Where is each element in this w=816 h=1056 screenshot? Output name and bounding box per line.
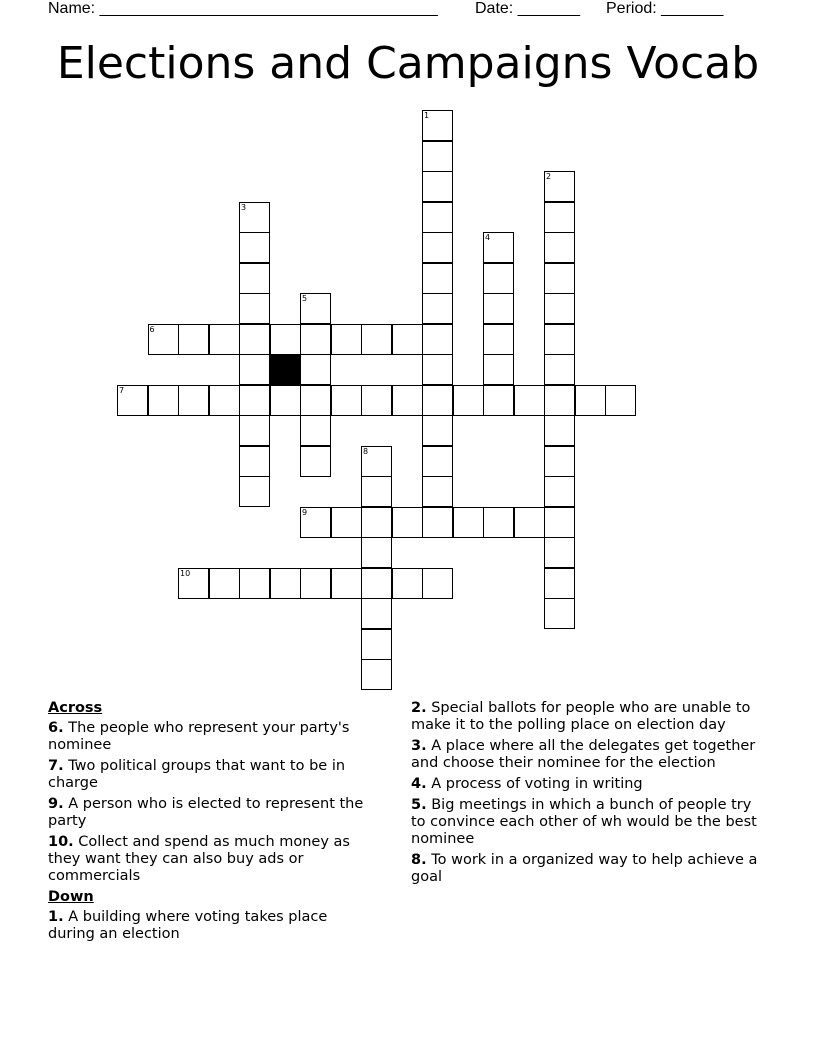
clue-number-label: 8 [363,446,369,456]
clue-number: 6. [48,720,64,736]
crossword-cell[interactable] [239,415,270,446]
crossword-cell[interactable] [544,568,575,599]
crossword-cell[interactable] [483,232,514,263]
clue-down-5 [411,797,761,848]
crossword-cell[interactable] [422,324,453,355]
crossword-cell[interactable] [483,293,514,324]
clue-number-label: 1 [424,111,430,120]
crossword-cell[interactable] [422,293,453,324]
crossword-cell[interactable] [148,385,179,416]
crossword-cell[interactable] [453,507,484,538]
crossword-cell[interactable] [483,263,514,294]
black-cell [270,354,301,385]
clue-down-4 [411,776,761,793]
clue-number: 10. [48,834,74,850]
crossword-cell[interactable] [270,324,301,355]
clue-number-label: 7 [119,385,125,395]
crossword-cell[interactable] [422,476,453,507]
name-field[interactable]: Name: ______________________________________ [48,0,438,17]
crossword-cell[interactable] [422,415,453,446]
crossword-cell[interactable] [300,507,331,538]
page-title: Elections and Campaigns Vocab [56,38,760,89]
clue-text: Special ballots for people who are unable to make it to the polling place on election day [411,700,751,733]
crossword-cell[interactable] [544,354,575,385]
crossword-cell[interactable] [392,324,423,355]
clue-number-label: 10 [180,568,191,578]
crossword-cell[interactable] [300,324,331,355]
crossword-cell[interactable] [239,476,270,507]
crossword-cell[interactable] [422,385,453,416]
across-heading: Across [48,700,103,716]
crossword-cell[interactable] [270,385,301,416]
date-field[interactable]: Date: _______ [475,0,580,17]
crossword-cell[interactable] [422,354,453,385]
crossword-cell[interactable] [422,110,453,141]
crossword-cell[interactable] [544,476,575,507]
crossword-cell[interactable] [422,202,453,233]
crossword-cell[interactable] [483,324,514,355]
crossword-cell[interactable] [514,385,545,416]
crossword-cell[interactable] [483,385,514,416]
crossword-cell[interactable] [209,385,240,416]
clue-number: 1. [48,909,64,925]
crossword-cell[interactable] [300,354,331,385]
crossword-cell[interactable] [239,385,270,416]
crossword-cell[interactable] [300,568,331,599]
crossword-cell[interactable] [239,354,270,385]
crossword-cell[interactable] [178,568,209,599]
crossword-cell[interactable] [544,232,575,263]
clue-down-8 [411,852,761,886]
crossword-cell[interactable] [361,659,392,690]
crossword-cell[interactable] [331,568,362,599]
student-info-header [48,0,788,20]
clue-text: A place where all the delegates get together and choose their nominee for the election [411,738,756,771]
crossword-cell[interactable] [239,202,270,233]
clue-down-2 [411,700,761,734]
crossword-cell[interactable] [544,415,575,446]
crossword-cell[interactable] [422,232,453,263]
clue-number: 3. [411,738,427,754]
clue-down-1 [48,909,378,943]
clue-number-label: 4 [485,233,491,242]
clue-text: To work in a organized way to help achieve a goal [411,852,758,885]
crossword-cell[interactable] [575,385,606,416]
crossword-cell[interactable] [361,385,392,416]
down-heading: Down [48,889,94,905]
crossword-cell[interactable] [422,263,453,294]
crossword-cell[interactable] [483,507,514,538]
crossword-cell[interactable] [239,324,270,355]
crossword-cell[interactable] [239,293,270,324]
crossword-cell[interactable] [209,568,240,599]
crossword-cell[interactable] [239,568,270,599]
clue-text: Collect and spend as much money as they want they can also buy ads or commercials [48,834,350,884]
clue-number-label: 9 [302,507,308,517]
clue-number: 9. [48,796,64,812]
crossword-cell[interactable] [300,385,331,416]
crossword-cell[interactable] [392,507,423,538]
crossword-cell[interactable] [544,202,575,233]
crossword-cell[interactable] [361,568,392,599]
crossword-cell[interactable] [331,507,362,538]
crossword-cell[interactable] [300,293,331,324]
crossword-cell[interactable] [392,568,423,599]
crossword-cell[interactable] [239,263,270,294]
crossword-cell[interactable] [117,385,148,416]
crossword-cell[interactable] [331,324,362,355]
crossword-cell[interactable] [361,537,392,568]
crossword-cell[interactable] [544,171,575,202]
crossword-cell[interactable] [361,507,392,538]
crossword-cell[interactable] [392,385,423,416]
crossword-cell[interactable] [239,232,270,263]
clue-number-label: 3 [241,202,247,212]
crossword-cell[interactable] [544,507,575,538]
clue-text: A person who is elected to represent the party [48,796,364,829]
clue-number: 5. [411,797,427,813]
crossword-cell[interactable] [544,263,575,294]
crossword-cell[interactable] [483,354,514,385]
crossword-cell[interactable] [422,507,453,538]
clue-across-7 [48,758,378,792]
crossword-cell[interactable] [544,385,575,416]
clue-number-label: 5 [302,294,308,303]
crossword-cell[interactable] [544,293,575,324]
crossword-cell[interactable] [605,385,636,416]
clues-column-right [411,700,761,890]
clue-text: The people who represent your party's nominee [48,720,350,753]
crossword-cell[interactable] [209,324,240,355]
crossword-cell[interactable] [361,629,392,660]
crossword-cell[interactable] [544,446,575,477]
clue-number: 8. [411,852,427,868]
crossword-cell[interactable] [361,598,392,629]
crossword-cell[interactable] [239,446,270,477]
crossword-cell[interactable] [422,171,453,202]
clue-number: 7. [48,758,64,774]
clue-text: Big meetings in which a bunch of people try to convince each other of wh would be the best nominee [411,797,757,847]
crossword-cell[interactable] [361,324,392,355]
crossword-cell[interactable] [148,324,179,355]
period-field[interactable]: Period: _______ [606,0,724,17]
clue-down-3 [411,738,761,772]
clue-text: A process of voting in writing [431,776,643,792]
crossword-cell[interactable] [544,324,575,355]
crossword-cell[interactable] [178,324,209,355]
crossword-cell[interactable] [331,385,362,416]
crossword-cell[interactable] [300,446,331,477]
clue-across-9 [48,796,378,830]
clue-number-label: 2 [546,172,552,181]
clue-text: Two political groups that want to be in charge [48,758,346,791]
clue-number: 2. [411,700,427,716]
crossword-cell[interactable] [514,507,545,538]
crossword-cell[interactable] [422,141,453,172]
crossword-cell[interactable] [300,415,331,446]
clue-across-6 [48,720,378,754]
crossword-cell[interactable] [361,476,392,507]
crossword-cell[interactable] [544,537,575,568]
crossword-cell[interactable] [178,385,209,416]
clue-number-label: 6 [149,324,155,334]
crossword-cell[interactable] [361,446,392,477]
crossword-cell[interactable] [422,446,453,477]
clues-column-left [48,700,378,947]
clue-text: A building where voting takes place during an election [48,909,328,942]
crossword-cell[interactable] [422,568,453,599]
crossword-cell[interactable] [544,598,575,629]
crossword-cell[interactable] [270,568,301,599]
crossword-cell[interactable] [453,385,484,416]
clue-across-10 [48,834,378,885]
clue-number: 4. [411,776,427,792]
